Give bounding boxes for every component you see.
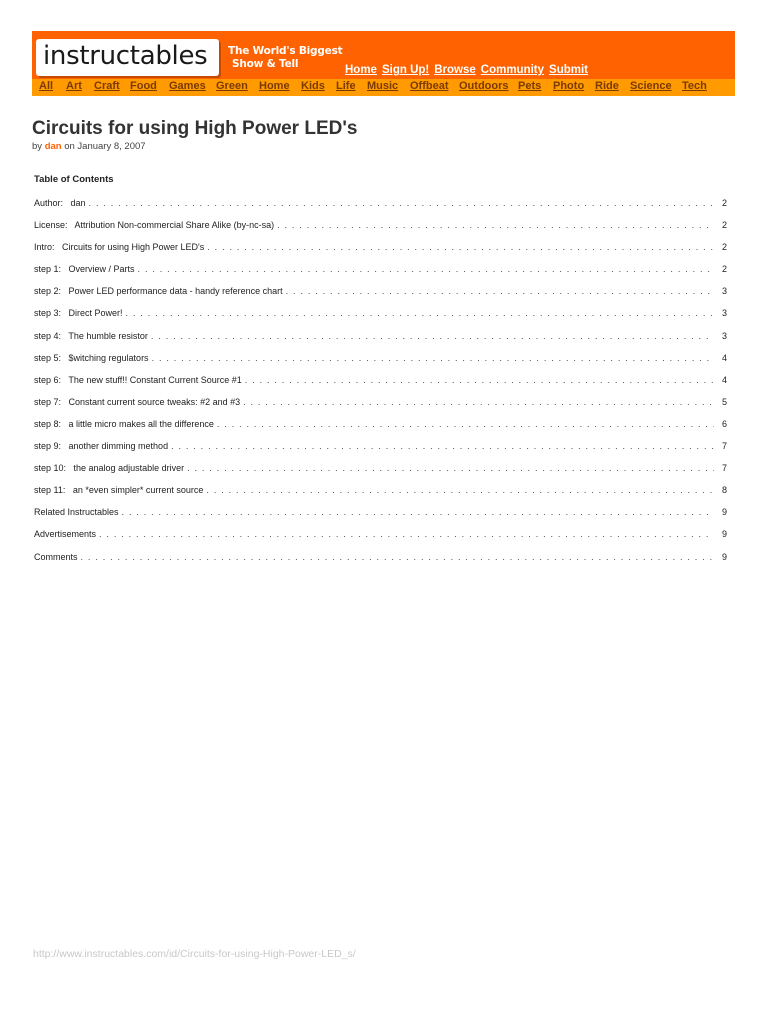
toc-entry[interactable] xyxy=(34,463,727,485)
toc-entry-page: 8 xyxy=(721,485,727,496)
toc-entry-label: step 5: $witching regulators xyxy=(34,352,149,363)
toc-leader-dots xyxy=(81,552,714,562)
toc-leader-dots xyxy=(243,397,714,407)
toc-entry-label: step 3: Direct Power! xyxy=(34,308,123,319)
toc-entry-page: 2 xyxy=(721,220,727,231)
toc-entry[interactable] xyxy=(34,308,727,330)
toc-entry-label: Advertisements xyxy=(34,529,97,540)
toc-entry-label: Related Instructables xyxy=(34,507,119,518)
toc-entry[interactable] xyxy=(34,220,727,242)
table-of-contents xyxy=(34,198,727,574)
category-link-outdoors[interactable]: Outdoors xyxy=(459,80,509,92)
nav-link-browse[interactable]: Browse xyxy=(434,64,476,76)
category-link-science[interactable]: Science xyxy=(630,80,672,92)
logo-text: instructables xyxy=(43,41,208,71)
category-link-all[interactable]: All xyxy=(39,80,54,92)
toc-entry-label: Author: dan xyxy=(34,198,86,208)
toc-entry-page: 2 xyxy=(721,198,727,208)
toc-entry-page: 3 xyxy=(721,330,727,341)
article-title: Circuits for using High Power LED's xyxy=(32,118,358,139)
toc-entry-label: License: Attribution Non-commercial Share Alike (by-nc-sa) xyxy=(34,220,275,231)
toc-leader-dots xyxy=(152,353,714,363)
author-link[interactable]: dan xyxy=(44,141,62,152)
category-link-offbeat[interactable]: Offbeat xyxy=(410,80,449,92)
nav-link-home[interactable]: Home xyxy=(345,64,377,76)
toc-leader-dots xyxy=(207,242,714,252)
toc-leader-dots xyxy=(187,463,714,473)
toc-entry-page: 3 xyxy=(721,286,727,297)
toc-entry[interactable] xyxy=(34,397,727,419)
toc-entry-label: step 6: The new stuff!! Constant Current Source #1 xyxy=(34,374,242,385)
footer-url[interactable]: http://www.instructables.com/id/Circuits-for-using-High-Power-LED_s/ xyxy=(33,948,356,960)
header-banner xyxy=(32,31,735,96)
category-link-life[interactable]: Life xyxy=(336,80,356,92)
toc-entry-page: 9 xyxy=(721,529,727,540)
byline-prefix: by xyxy=(32,141,43,152)
toc-entry[interactable] xyxy=(34,331,727,353)
toc-entry-label: step 7: Constant current source tweaks: #2 and #3 xyxy=(34,396,241,407)
category-link-home[interactable]: Home xyxy=(259,80,290,92)
category-link-ride[interactable]: Ride xyxy=(595,80,619,92)
top-navigation xyxy=(345,60,593,78)
toc-entry[interactable] xyxy=(34,353,727,375)
toc-entry-label: step 10: the analog adjustable driver xyxy=(34,463,185,474)
toc-entry[interactable] xyxy=(34,198,727,220)
toc-entry[interactable] xyxy=(34,242,727,264)
toc-entry[interactable] xyxy=(34,485,727,507)
toc-leader-dots xyxy=(206,485,714,495)
category-link-music[interactable]: Music xyxy=(367,80,399,92)
toc-entry-page: 2 xyxy=(721,264,727,275)
publish-date: on January 8, 2007 xyxy=(64,141,146,152)
toc-entry-label: step 2: Power LED performance data - handy reference chart xyxy=(34,286,283,297)
toc-entry-label: Comments xyxy=(34,551,78,562)
toc-entry[interactable] xyxy=(34,552,727,574)
toc-leader-dots xyxy=(171,441,714,451)
byline xyxy=(32,141,146,152)
toc-leader-dots xyxy=(277,220,714,230)
toc-entry-page: 9 xyxy=(721,507,727,518)
category-link-photo[interactable]: Photo xyxy=(553,80,585,92)
toc-leader-dots xyxy=(126,308,714,318)
toc-entry[interactable] xyxy=(34,507,727,529)
category-link-craft[interactable]: Craft xyxy=(94,80,120,92)
category-link-kids[interactable]: Kids xyxy=(301,80,325,92)
category-link-pets[interactable]: Pets xyxy=(518,80,542,92)
toc-entry-label: step 8: a little micro makes all the difference xyxy=(34,418,214,429)
toc-entry[interactable] xyxy=(34,264,727,286)
toc-entry[interactable] xyxy=(34,441,727,463)
toc-leader-dots xyxy=(286,286,714,296)
toc-entry-page: 4 xyxy=(721,352,727,363)
nav-link-community[interactable]: Community xyxy=(480,64,545,76)
toc-entry[interactable] xyxy=(34,375,727,397)
toc-entry-page: 4 xyxy=(721,374,727,385)
toc-entry-page: 6 xyxy=(721,418,727,429)
toc-entry-label: step 9: another dimming method xyxy=(34,441,169,452)
category-link-games[interactable]: Games xyxy=(169,80,206,92)
category-link-tech[interactable]: Tech xyxy=(682,80,707,92)
toc-leader-dots xyxy=(138,264,714,274)
toc-entry-page: 5 xyxy=(721,396,727,407)
toc-entry-page: 3 xyxy=(721,308,727,319)
toc-entry[interactable] xyxy=(34,286,727,308)
toc-entry-label: step 11: an *even simpler* current source xyxy=(34,485,204,496)
nav-link-submit[interactable]: Submit xyxy=(549,64,589,76)
nav-link-sign-up[interactable]: Sign Up! xyxy=(381,64,430,76)
toc-entry-label: step 4: The humble resistor xyxy=(34,330,148,341)
category-bar xyxy=(32,79,735,96)
toc-entry-page: 9 xyxy=(721,551,727,562)
toc-entry-page: 2 xyxy=(721,242,727,253)
toc-leader-dots xyxy=(217,419,714,429)
toc-leader-dots xyxy=(245,375,714,385)
category-link-art[interactable]: Art xyxy=(66,80,82,92)
toc-entry[interactable] xyxy=(34,419,727,441)
toc-leader-dots xyxy=(151,331,714,341)
category-link-green[interactable]: Green xyxy=(216,80,248,92)
toc-entry-label: step 1: Overview / Parts xyxy=(34,264,135,275)
tagline-line-2: Show & Tell xyxy=(232,58,299,70)
category-link-food[interactable]: Food xyxy=(130,80,157,92)
tagline-line-1: The World's Biggest xyxy=(228,45,343,57)
toc-entry-page: 7 xyxy=(721,441,727,452)
toc-leader-dots xyxy=(99,529,714,539)
toc-leader-dots xyxy=(122,507,714,517)
toc-entry[interactable] xyxy=(34,529,727,551)
toc-entry-label: Intro: Circuits for using High Power LED's xyxy=(34,242,205,253)
site-logo[interactable] xyxy=(36,39,219,76)
toc-leader-dots xyxy=(89,198,714,208)
toc-heading: Table of Contents xyxy=(34,174,114,185)
site-tagline xyxy=(228,45,342,71)
toc-entry-page: 7 xyxy=(721,463,727,474)
